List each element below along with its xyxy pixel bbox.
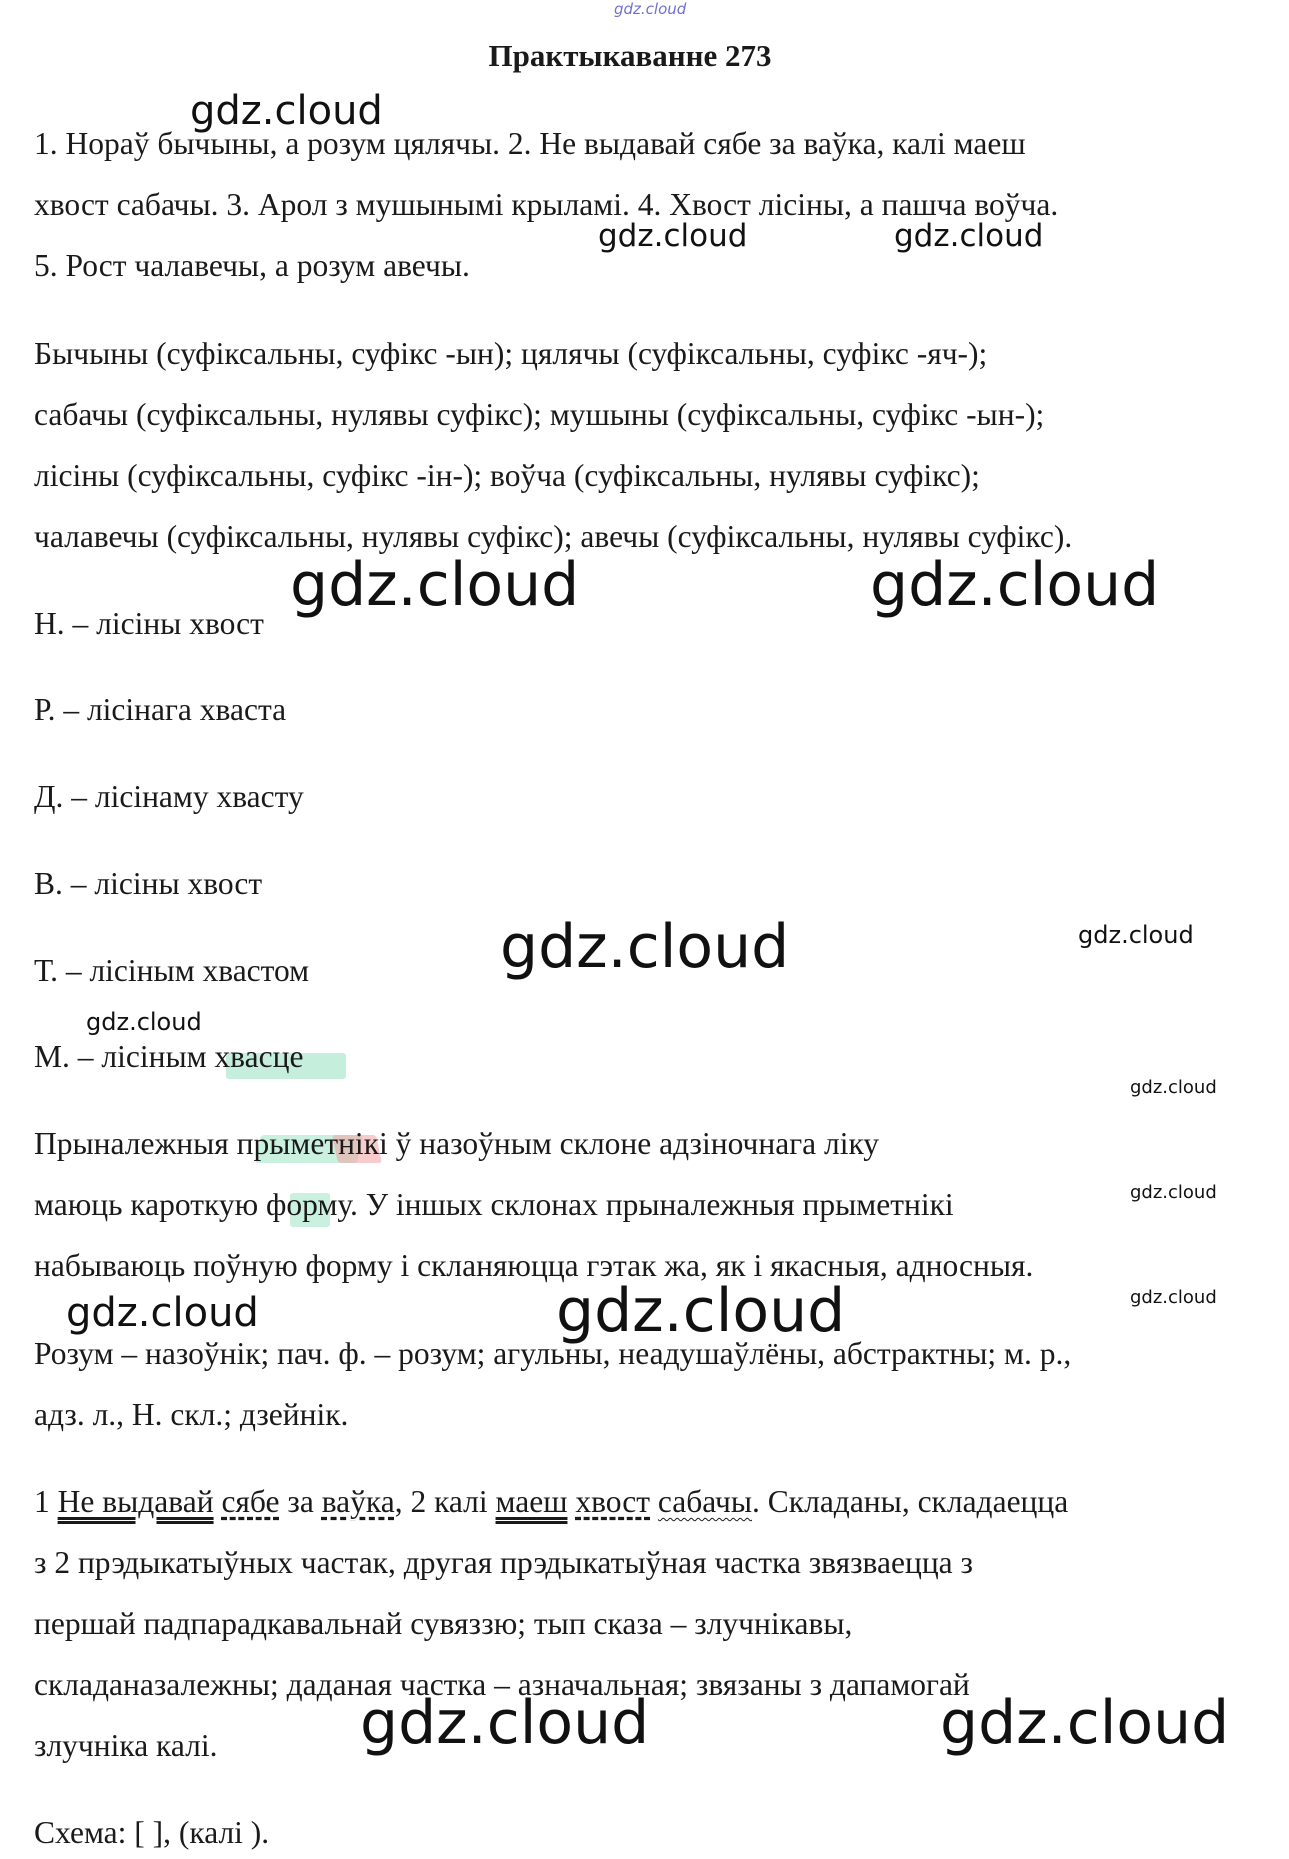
- watermark: gdz.cloud: [86, 1008, 202, 1036]
- paragraph5-line5: злучніка калі.: [34, 1728, 218, 1763]
- sentence-part-number-1: 1: [34, 1484, 58, 1519]
- watermark: gdz.cloud: [598, 218, 748, 254]
- page-title: Практыкаванне 273: [488, 38, 772, 73]
- watermark: gdz.cloud: [940, 1688, 1230, 1758]
- watermark: gdz.cloud: [500, 912, 790, 982]
- declension-accusative: В. – лісіны хвост: [34, 866, 263, 901]
- watermark: gdz.cloud: [556, 1276, 846, 1346]
- watermark: gdz.cloud: [290, 550, 580, 620]
- watermark: gdz.cloud: [1130, 1287, 1217, 1308]
- paragraph3-line2: маюць кароткую форму. У іншых склонах прыналежныя прыметнікі: [34, 1187, 954, 1222]
- watermark: gdz.cloud: [1130, 1182, 1217, 1203]
- watermark-top: gdz.cloud: [614, 0, 687, 18]
- paragraph2-line1: Бычыны (суфіксальны, суфікс -ын); цялячы (суфіксальны, суфікс -яч-);: [34, 336, 988, 371]
- watermark: gdz.cloud: [66, 1290, 259, 1336]
- text-skladany: . Складаны, складаецца: [752, 1484, 1069, 1519]
- paragraph2-line2: сабачы (суфіксальны, нулявы суфікс); мушыны (суфіксальны, суфікс -ын-);: [34, 397, 1045, 432]
- predicate-ne-vydavai: Не выдавай: [57, 1484, 214, 1519]
- watermark: gdz.cloud: [190, 88, 383, 134]
- paragraph5-line4: складаназалежны; даданая частка – азначальная; звязаны з дапамогай: [34, 1667, 970, 1702]
- declension-instrumental: Т. – лісіным хвастом: [34, 953, 310, 988]
- paragraph5-line2: з 2 прэдыкатыўных частак, другая прэдыкатыўная частка звязваецца з: [34, 1545, 973, 1580]
- paragraph2-line4: чалавечы (суфіксальны, нулявы суфікс); авечы (суфіксальны, нулявы суфікс).: [34, 519, 1073, 554]
- watermark: gdz.cloud: [360, 1688, 650, 1758]
- space: [650, 1484, 658, 1519]
- text-za: за: [279, 1484, 322, 1519]
- paragraph3-line1: Прыналежныя прыметнікі ў назоўным склоне адзіночнага ліку: [34, 1126, 880, 1161]
- declension-genitive: Р. – лісінага хваста: [34, 692, 287, 727]
- watermark: gdz.cloud: [1130, 1077, 1217, 1098]
- paragraph2-line3: лісіны (суфіксальны, суфікс -ін-); воўча (суфіксальны, нулявы суфікс);: [34, 458, 980, 493]
- text-kali: , 2 калі: [394, 1484, 496, 1519]
- object-vauka: ваўка: [321, 1484, 395, 1519]
- paragraph4-line2: адз. л., Н. скл.; дзейнік.: [34, 1397, 349, 1432]
- paragraph1-line1: 1. Нораў бычыны, а розум цялячы. 2. Не выдавай сябе за ваўка, калі маеш: [34, 126, 1026, 161]
- attribute-sabachy: сабачы: [657, 1484, 753, 1519]
- paragraph1-line3: 5. Рост чалавечы, а розум авечы.: [34, 248, 470, 283]
- watermark: gdz.cloud: [894, 218, 1044, 254]
- paragraph5-line1: [34, 1484, 1068, 1520]
- scheme: Схема: [ ], (калі ).: [34, 1815, 270, 1850]
- declension-nominative: Н. – лісіны хвост: [34, 606, 264, 641]
- declension-dative: Д. – лісінаму хвасту: [34, 779, 304, 814]
- watermark: gdz.cloud: [1078, 921, 1194, 949]
- paragraph4-line1: Розум – назоўнік; пач. ф. – розум; агульны, неадушаўлёны, абстрактны; м. р.,: [34, 1336, 1072, 1371]
- paragraph3-line3: набываюць поўную форму і скланяюцца гэтак жа, як і якасныя, адносныя.: [34, 1248, 1034, 1283]
- object-khvost: хвост: [575, 1484, 651, 1519]
- object-siabe: сябе: [221, 1484, 280, 1519]
- predicate-maesh: маеш: [495, 1484, 568, 1519]
- paragraph5-line3: першай падпарадкавальнай сувяззю; тып сказа – злучнікавы,: [34, 1606, 853, 1641]
- watermark: gdz.cloud: [870, 550, 1160, 620]
- declension-locative: М. – лісіным хвасце: [34, 1039, 304, 1074]
- paragraph1-line2: хвост сабачы. 3. Арол з мушынымі крыламі. 4. Хвост лісіны, а пашча воўча.: [34, 187, 1059, 222]
